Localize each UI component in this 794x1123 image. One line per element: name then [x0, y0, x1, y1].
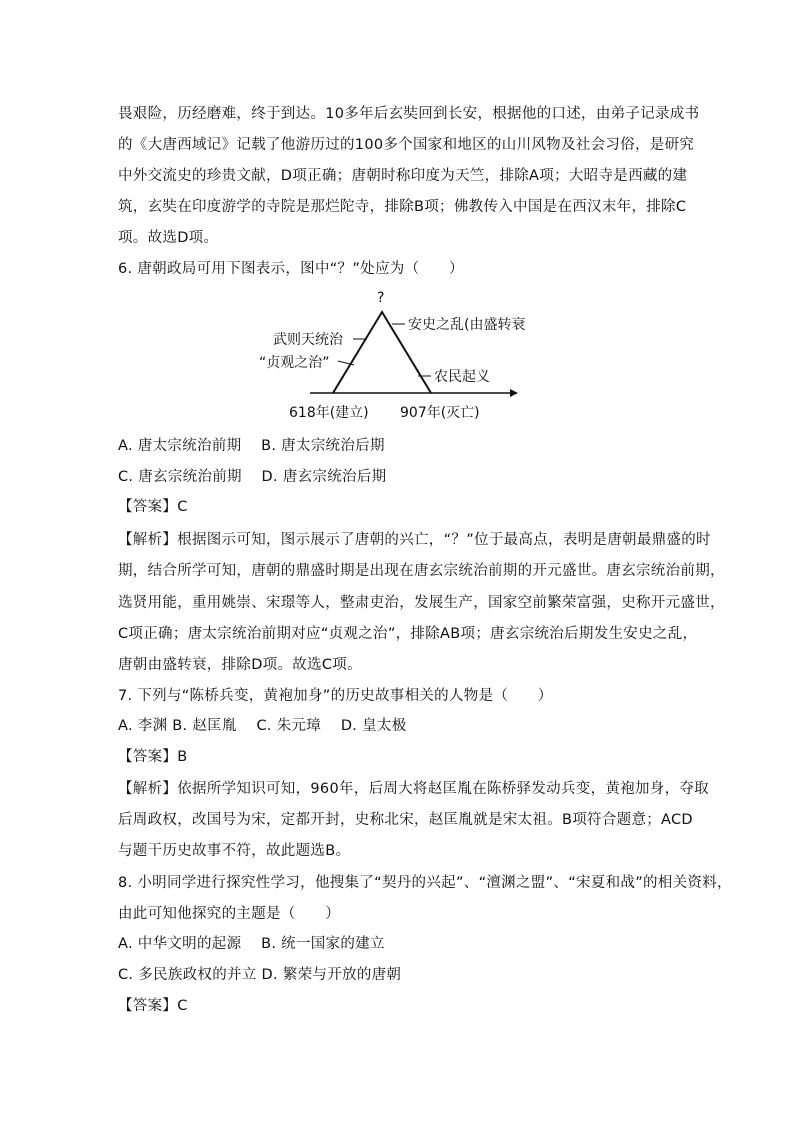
option-line: C. 多民族政权的并立 D. 繁荣与开放的唐朝 [118, 967, 402, 983]
analysis-line: 后周政权，改国号为宋，定都开封，史称北宋，赵匡胤就是宋太祖。B项符合题意；ACD [118, 812, 693, 828]
option-line: A. 李渊 B. 赵匡胤 C. 朱元璋 D. 皇太极 [118, 718, 407, 734]
analysis-line: C项正确；唐太宗统治前期对应“贞观之治”，排除AB项；唐玄宗统治后期发生安史之乱， [118, 626, 698, 642]
label-zhenguan: “贞观之治” [259, 355, 330, 371]
option-line: A. 唐太宗统治前期 B. 唐太宗统治后期 [118, 438, 385, 454]
analysis-line: 期，结合所学可知，唐朝的鼎盛时期是出现在唐玄宗统治前期的开元盛世。唐玄宗统治前期， [118, 563, 725, 579]
label-anshi-rebellion: 安史之乱(由盛转衰 [408, 317, 526, 333]
answer-line: 【答案】B [118, 749, 188, 765]
text-line: 筑，玄奘在印度游学的寺院是那烂陀寺，排除B项；佛教传入中国是在西汉末年，排除C [118, 199, 687, 215]
analysis-line: 【解析】依据所学知识可知，960年，后周大将赵匡胤在陈桥驿发动兵变，黄袍加身，夺取 [118, 781, 709, 797]
question-6: 6. 唐朝政局可用下图表示，图中“？”处应为（ ） [118, 261, 464, 277]
analysis-line: 与题干历史故事不符，故此题选B。 [118, 843, 351, 859]
tang-dynasty-diagram [255, 285, 555, 425]
text-line: 的《大唐西域记》记载了他游历过的100多个国家和地区的山川风物及社会习俗，是研究 [118, 137, 695, 153]
answer-line: 【答案】C [118, 499, 188, 515]
text-line: 中外交流史的珍贵文献，D项正确；唐朝时称印度为天竺，排除A项；大昭寺是西藏的建 [118, 168, 688, 184]
question-7: 7. 下列与“陈桥兵变，黄袍加身”的历史故事相关的人物是（ ） [118, 688, 553, 704]
text-line: 项。故选D项。 [118, 230, 219, 246]
label-peasant-uprising: 农民起义 [434, 369, 490, 385]
answer-line: 【答案】C [118, 998, 188, 1014]
axis-arrow [510, 389, 518, 397]
analysis-line: 【解析】根据图示可知，图示展示了唐朝的兴亡，“？”位于最高点，表明是唐朝最鼎盛的时 [118, 532, 711, 548]
label-end-year: 907年(灭亡) [400, 405, 480, 421]
analysis-line: 选贤用能，重用姚崇、宋璟等人，整肃吏治，发展生产，国家空前繁荣富强，史称开元盛世， [118, 595, 725, 611]
text-line: 畏艰险，历经磨难，终于到达。10多年后玄奘回到长安，根据他的口述，由弟子记录成书 [118, 106, 700, 122]
analysis-line: 唐朝由盛转衰，排除D项。故选C项。 [118, 657, 362, 673]
option-line: A. 中华文明的起源 B. 统一国家的建立 [118, 936, 385, 952]
peak-question-mark: ? [377, 290, 385, 306]
question-8-cont: 由此可知他探究的主题是（ ） [118, 906, 340, 922]
question-8: 8. 小明同学进行探究性学习，他搜集了“契丹的兴起”、“澶渊之盟”、“宋夏和战”的相关资料， [118, 875, 732, 891]
option-line: C. 唐玄宗统治前期 D. 唐玄宗统治后期 [118, 469, 387, 485]
label-start-year: 618年(建立) [289, 405, 369, 421]
label-wu-zetian: 武则天统治 [273, 332, 343, 348]
